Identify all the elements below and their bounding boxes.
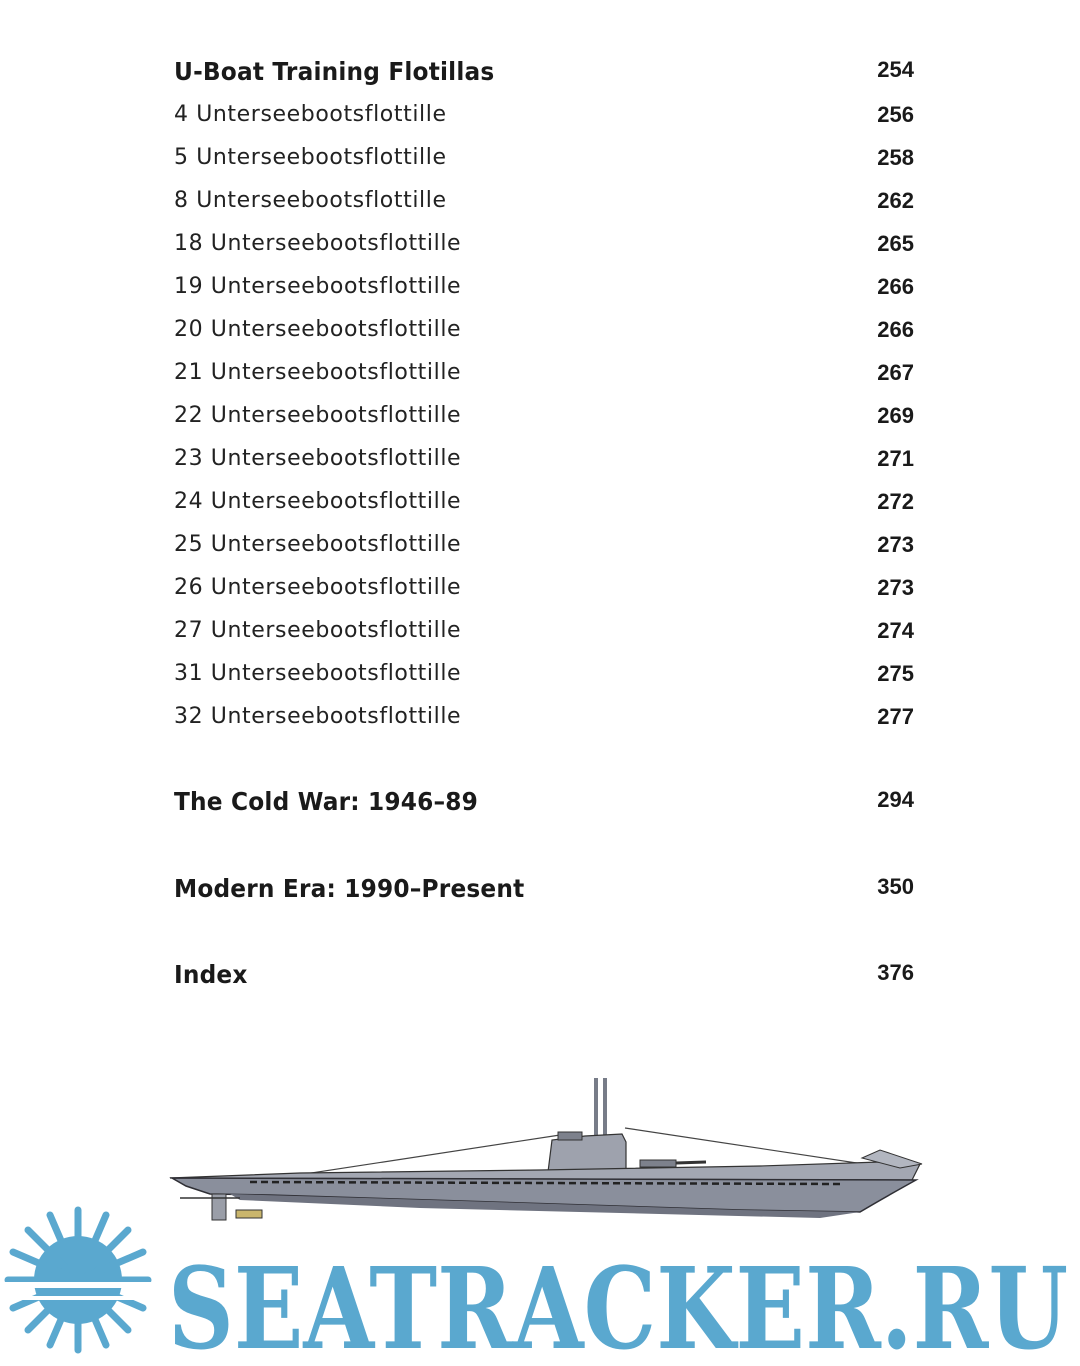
toc-entry[interactable]: [174, 489, 914, 529]
toc-entry[interactable]: [174, 787, 914, 827]
toc-entry[interactable]: [174, 102, 914, 142]
toc-entry[interactable]: [174, 317, 914, 357]
toc-entry-title: The Cold War: 1946–89: [174, 787, 478, 816]
submarine-icon: [170, 1078, 922, 1220]
toc-entry[interactable]: [174, 57, 914, 97]
toc-entry-title: 20 Unterseebootsflottille: [174, 317, 462, 342]
toc-entry[interactable]: [174, 188, 914, 228]
toc-entry-page: 266: [877, 274, 914, 299]
toc-entry[interactable]: [174, 704, 914, 744]
toc-entry-title: 21 Unterseebootsflottille: [174, 360, 462, 385]
toc-entry[interactable]: [174, 618, 914, 658]
toc-entry-title: Modern Era: 1990–Present: [174, 874, 525, 903]
toc-entry[interactable]: [174, 145, 914, 185]
toc-entry-title: 22 Unterseebootsflottille: [174, 403, 462, 428]
toc-entry[interactable]: [174, 231, 914, 271]
toc-entry-page: 269: [877, 403, 914, 428]
toc-entry[interactable]: [174, 403, 914, 443]
toc-entry[interactable]: [174, 874, 914, 914]
toc-entry-title: Index: [174, 960, 248, 989]
toc-entry-title: 18 Unterseebootsflottille: [174, 231, 462, 256]
toc-entry[interactable]: [174, 274, 914, 314]
toc-entry[interactable]: [174, 446, 914, 486]
toc-entry-page: 274: [877, 618, 914, 643]
toc-entry-page: 254: [877, 57, 914, 82]
illustration-area: [0, 1060, 1080, 1361]
toc-entry-title: 26 Unterseebootsflottille: [174, 575, 462, 600]
toc-entry-title: 19 Unterseebootsflottille: [174, 274, 462, 299]
toc-entry[interactable]: [174, 532, 914, 572]
toc-entry-title: 4 Unterseebootsflottille: [174, 102, 447, 127]
toc-entry-page: 273: [877, 532, 914, 557]
toc-entry-title: 27 Unterseebootsflottille: [174, 618, 462, 643]
toc-entry-title: 24 Unterseebootsflottille: [174, 489, 462, 514]
toc-entry-title: 31 Unterseebootsflottille: [174, 661, 462, 686]
toc-entry-page: 271: [877, 446, 914, 471]
toc-entry-page: 272: [877, 489, 914, 514]
toc-entry-page: 258: [877, 145, 914, 170]
watermark-text: SEATRACKER.RU: [168, 1244, 1068, 1361]
toc-entry-page: 294: [877, 787, 914, 812]
toc-entry-page: 267: [877, 360, 914, 385]
toc-entry-page: 265: [877, 231, 914, 256]
toc-entry-page: 256: [877, 102, 914, 127]
toc-entry-page: 350: [877, 874, 914, 899]
submarine-illustration: [0, 1060, 1080, 1361]
toc-entry-page: 376: [877, 960, 914, 985]
toc-entry[interactable]: [174, 575, 914, 615]
toc-entry-page: 266: [877, 317, 914, 342]
toc-entry-title: 23 Unterseebootsflottille: [174, 446, 462, 471]
toc-entry-page: 275: [877, 661, 914, 686]
toc-entry-page: 277: [877, 704, 914, 729]
toc-entry-title: U-Boat Training Flotillas: [174, 57, 495, 86]
toc-entry[interactable]: [174, 960, 914, 1000]
toc-entry-title: 32 Unterseebootsflottille: [174, 704, 462, 729]
toc-entry[interactable]: [174, 360, 914, 400]
toc-entry-page: 262: [877, 188, 914, 213]
toc-entry-title: 5 Unterseebootsflottille: [174, 145, 447, 170]
toc-entry-page: 273: [877, 575, 914, 600]
watermark-logo: [0, 1210, 1068, 1361]
toc-entry-title: 8 Unterseebootsflottille: [174, 188, 447, 213]
toc-entry-title: 25 Unterseebootsflottille: [174, 532, 462, 557]
toc-entry[interactable]: [174, 661, 914, 701]
